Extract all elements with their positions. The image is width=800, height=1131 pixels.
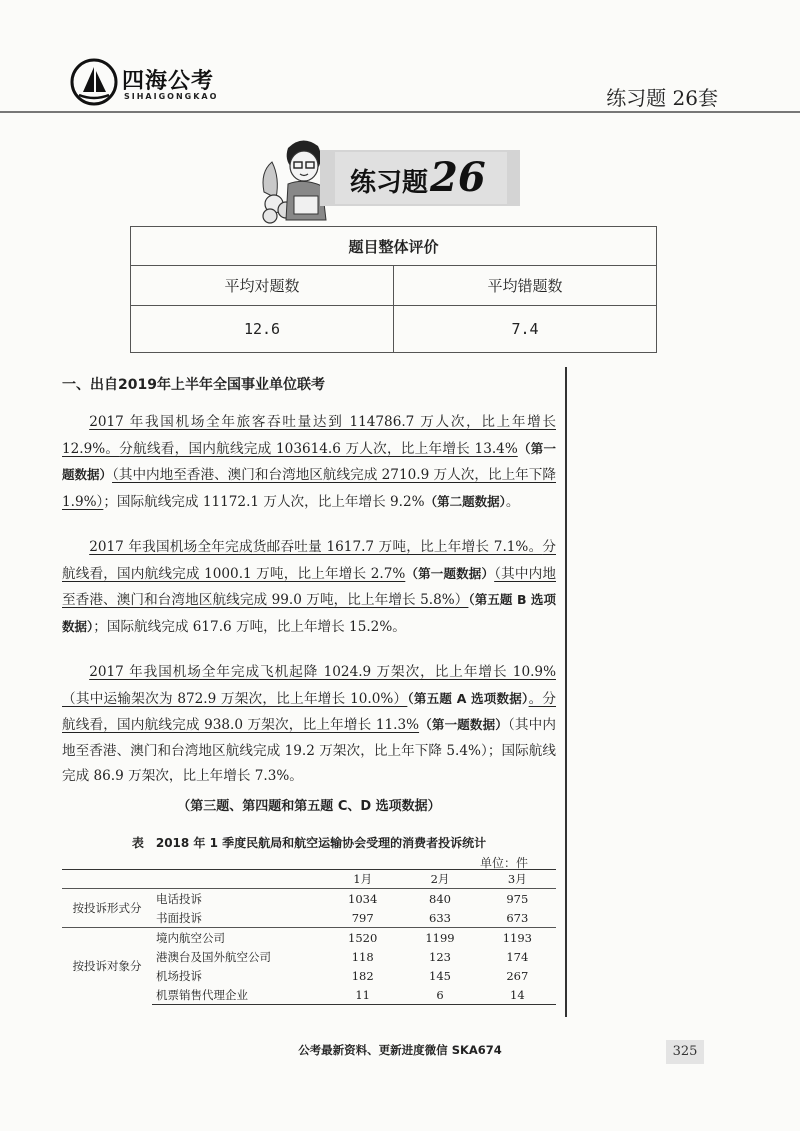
passage-text: 2017 年我国机场全年旅客吞吐量达到 114786.7 万人次，比上年增长 12.9%。 — [62, 414, 556, 457]
table-cell: 118 — [351, 949, 374, 964]
margin-rule — [565, 367, 567, 1017]
avg-wrong-label: 平均错题数 — [394, 266, 657, 306]
passage-text: （其中内地至香港、澳门和台湾地区航线完成 2710.9 万人次，比上年下降 1.9%） — [62, 467, 556, 510]
passage-text: 2017 年我国机场全年完成货邮吞吐量 1617.7 万吨，比上年增长 7.1%。 — [89, 539, 543, 555]
row-group-label: 按投诉对象分 — [62, 928, 152, 1005]
question-tag: （第五题 A 选项数据） — [407, 690, 529, 706]
table-unit: 单位：件 — [480, 856, 529, 870]
table-cell: 145 — [429, 968, 451, 983]
exercise-title — [350, 156, 486, 205]
passage-text: 分航线看，国内航线完成 1000.1 万吨，比上年增长 2.7% — [62, 539, 556, 582]
table-cell: 123 — [429, 949, 451, 964]
passage-paragraph-3 — [62, 660, 556, 790]
passage-text: 2017 年我国机场全年完成飞机起降 1024.9 万架次，比上年增长 10.9%（其中运输架次为 872.9 万架次，比上年增长 10.0%） — [62, 664, 556, 707]
table-cell: 6 — [401, 985, 478, 1005]
complaint-stats-table — [62, 869, 556, 1005]
question-tag: （第一题数据） — [419, 717, 508, 732]
column-header: 2月 — [401, 870, 478, 889]
page-number: 325 — [666, 1040, 704, 1064]
passage-text: （其中内地至香港、澳门和台湾地区航线完成 19.2 万架次，比上年下降 5.4%）；国际航线完成 86.9 万架次，比上年增长 7.3%。 — [62, 717, 557, 784]
table-cell: 182 — [351, 968, 374, 983]
row-label: 港澳台及国外航空公司 — [156, 949, 271, 964]
question-tag-line: （第三题、第四题和第五题 C、D 选项数据） — [177, 799, 441, 814]
exercise-title-prefix: 练习题 — [350, 168, 429, 198]
passage-paragraph-2 — [62, 535, 556, 640]
passage-text: ；国际航线完成 617.6 万吨，比上年增长 15.2%。 — [93, 618, 406, 635]
row-label: 机场投诉 — [156, 968, 202, 983]
table-cell: 267 — [506, 968, 529, 983]
avg-correct-value: 12.6 — [131, 306, 394, 353]
footer-note: 公考最新资料、更新进度微信 SKA674 — [298, 1043, 502, 1057]
row-label: 机票销售代理企业 — [152, 985, 324, 1005]
evaluation-heading: 题目整体评价 — [131, 227, 657, 266]
table-row — [62, 928, 556, 948]
table-header-row — [62, 870, 556, 889]
row-label: 电话投诉 — [156, 891, 202, 906]
row-label: 书面投诉 — [156, 910, 202, 925]
passage-text: 。分航线看，国内航线完成 938.0 万架次，比上年增长 11.3% — [62, 690, 557, 733]
table-cell: 1520 — [324, 928, 401, 948]
passage-paragraph-1 — [62, 410, 556, 515]
table-caption: 表 2018 年 1 季度民航局和航空运输协会受理的消费者投诉统计 — [131, 836, 487, 850]
table-row — [62, 889, 556, 909]
table-cell: 11 — [324, 985, 401, 1005]
table-cell: 1193 — [479, 928, 556, 948]
table-cell: 1199 — [401, 928, 478, 948]
passage-text: ；国际航线完成 11172.1 万人次，比上年增长 9.2% — [103, 493, 425, 510]
section-heading: 一、出自2019年上半年全国事业单位联考 — [62, 377, 325, 393]
header-rule — [0, 111, 800, 113]
column-header: 3月 — [479, 870, 556, 889]
table-cell: 673 — [506, 910, 529, 925]
table-cell: 840 — [429, 891, 451, 906]
passage-text: （其中内地至香港、澳门和台湾地区航线完成 99.0 万吨，比上年增长 5.8%） — [62, 565, 556, 608]
question-tag: （第二题数据） — [424, 493, 506, 509]
table-cell: 797 — [351, 910, 374, 925]
row-group-label: 按投诉形式分 — [72, 901, 142, 915]
table-cell: 1034 — [348, 891, 378, 906]
row-label: 境内航空公司 — [152, 928, 324, 948]
question-tag: （第五题 B 选项数据） — [62, 592, 557, 634]
avg-wrong-value: 7.4 — [394, 306, 657, 353]
sailboat-logo-icon — [70, 58, 118, 106]
question-tag: （第一题数据） — [405, 565, 495, 581]
column-header: 1月 — [324, 870, 401, 889]
exercise-title-number: 26 — [430, 154, 486, 201]
table-cell: 633 — [429, 910, 451, 925]
passage-text: 。 — [505, 493, 520, 510]
question-tag: （第一题数据） — [62, 440, 556, 482]
logo-title: 四海公考 — [122, 69, 215, 94]
table-cell: 174 — [506, 949, 529, 964]
passage-text: 分航线看，国内航线完成 103614.6 万人次，比上年增长 13.4% — [119, 440, 518, 457]
table-cell: 14 — [479, 985, 556, 1005]
table-cell: 975 — [506, 891, 529, 906]
brand-logo — [70, 58, 240, 106]
avg-correct-label: 平均对题数 — [131, 266, 394, 306]
logo-subtitle: SIHAIGONGKAO — [124, 92, 219, 101]
set-label: 练习题 26套 — [606, 86, 718, 110]
evaluation-table — [130, 226, 657, 353]
